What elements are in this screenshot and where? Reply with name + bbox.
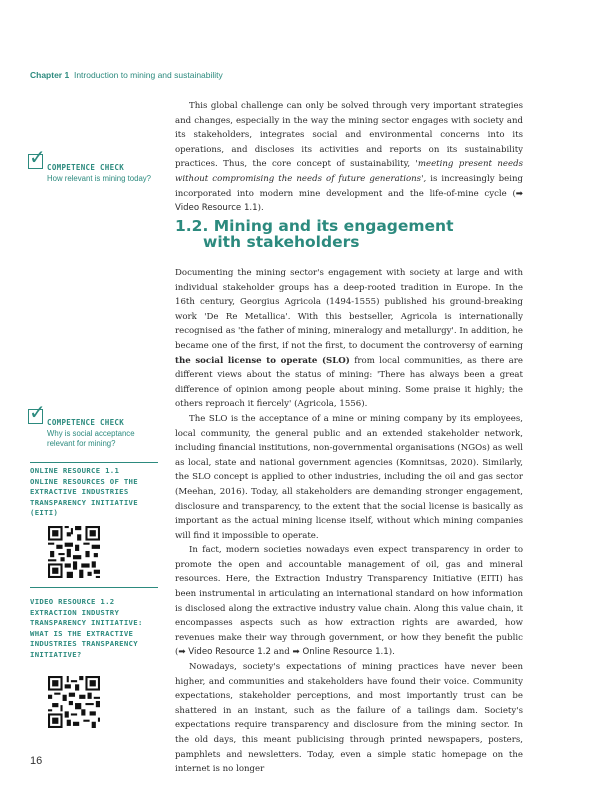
text-run: and — [270, 647, 293, 658]
checkbox-icon: ✓ — [29, 145, 46, 169]
heading-line-2: with stakeholders — [203, 233, 360, 251]
quote-text: 'meeting present needs without compromising the needs of future generations', — [175, 159, 523, 184]
resource-title: ONLINE RESOURCES OF THE EXTRACTIVE INDUSTRIES TRANSPARENCY INITIATIVE (EITI) — [30, 476, 138, 517]
video-resource-link[interactable]: ➡ Video Resource 1.2 — [178, 647, 271, 658]
section-body — [175, 266, 523, 777]
text-run: is increasingly being incorporated into modern mine development and the life-of-mine cycle ( — [175, 173, 523, 199]
paragraph: Nowadays, society's expectations of mining practices have never been higher, and communities and stakeholders have found their voice. Community expectations, stakeholder perceptions, and most importantly trust can be shattered in an instant, such as the failure of a tailings dam. Society's expectations require transparency and disclosure from the mining sector. In the old days, this meant publicising through printed newspapers, posters, pamphlets and newsletters. Today, even a simple static homepage on the internet is no longer — [175, 662, 523, 775]
text-run: ). — [388, 647, 395, 658]
text-run: This global challenge can only be solved through very important strategies and changes, especially in the way the mining sector engages with society and its stakeholders, integrates social and environmental concerns into its operations, and discloses its activities and reports on its sustainability practices. Thus, the core concept of sustainability, — [175, 101, 523, 170]
resource-label: VIDEO RESOURCE 1.2 — [30, 597, 115, 606]
qr-code-icon[interactable] — [48, 526, 100, 578]
text-run: In fact, modern societies nowadays even expect transparency in order to promote the open and accountable management of oil, gas and mineral resources. Here, the Extraction Industry Transparency Initiative (EITI) has been instrumental in articulating an international standard on how information is disclosed along the extractive industry value chain. Along this value chain, it encompasses aspects such as how extraction rights are awarded, how revenues make their way through government, or how they benefit the public ( — [175, 545, 523, 658]
text-run: from local communities, as there are different views about the status of mining: 'There has always been a great difference of opinion among people about mining. Some praise it highly; the others reproach it fiercely' (Agricola, 1556). — [175, 355, 524, 410]
page-number: 16 — [30, 755, 43, 767]
video-resource-1-2[interactable] — [30, 597, 158, 660]
running-header — [30, 70, 223, 80]
online-resource-link[interactable]: ➡ Online Resource 1.1 — [292, 647, 389, 658]
chapter-label: Chapter 1 — [30, 70, 70, 80]
divider — [30, 462, 158, 463]
bold-term: the social license to operate (SLO) — [175, 355, 350, 366]
online-resource-1-1[interactable] — [30, 466, 158, 519]
chapter-title: Introduction to mining and sustainability — [73, 70, 223, 80]
competence-check-question: Why is social acceptance relevant for mining? — [47, 429, 135, 448]
text-run: Documenting the mining sector's engagement with society at large and with individual stakeholder groups has a deep-rooted tradition in Europe. In the 16th century, Georgius Agricola (1494-1555) published his ground-breaking work 'De Re Metallica'. With this bestseller, Agricola is internationally recognised as 'the father of mining, mineralogy and metallurgy'. In addition, he became one of the first, if not the first, to document the controversy of earning — [175, 268, 523, 351]
resource-label: ONLINE RESOURCE 1.1 — [30, 466, 120, 475]
resource-title: EXTRACTION INDUSTRY TRANSPARENCY INITIATIVE: WHAT IS THE EXTRACTIVE INDUSTRIES TRANSPARENCY INITIATIVE? — [30, 607, 143, 659]
qr-code-icon[interactable] — [48, 676, 100, 728]
competence-check-2 — [47, 418, 162, 449]
heading-line-1: 1.2. Mining and its engagement — [175, 217, 454, 235]
divider — [30, 587, 158, 588]
competence-check-1 — [47, 163, 162, 184]
text-run: ). — [257, 203, 264, 214]
competence-check-title: COMPETENCE CHECK — [47, 163, 125, 172]
paragraph: The SLO is the acceptance of a mine or mining company by its employees, local community, the general public and an extended stakeholder network, including financial institutions, non-governmental organisations (NGOs) as well as local, state and national government agencies (Komnitsas, 2020). Similarly, the SLO concept is applied to other industries, including the oil and gas sector (Meehan, 2016). Today, all stakeholders are demanding stronger engagement, disclosure and transparency, to the extent that the social license is basically as important as the actual mining license itself, without which mining companies will find it impossible to operate. — [175, 413, 523, 541]
intro-paragraph — [175, 99, 523, 216]
competence-check-question: How relevant is mining today? — [47, 174, 152, 183]
section-heading — [175, 218, 535, 250]
competence-check-title: COMPETENCE CHECK — [47, 418, 125, 427]
checkbox-icon: ✓ — [29, 400, 46, 424]
video-resource-link[interactable]: ➡ Video Resource 1.1 — [175, 188, 523, 214]
